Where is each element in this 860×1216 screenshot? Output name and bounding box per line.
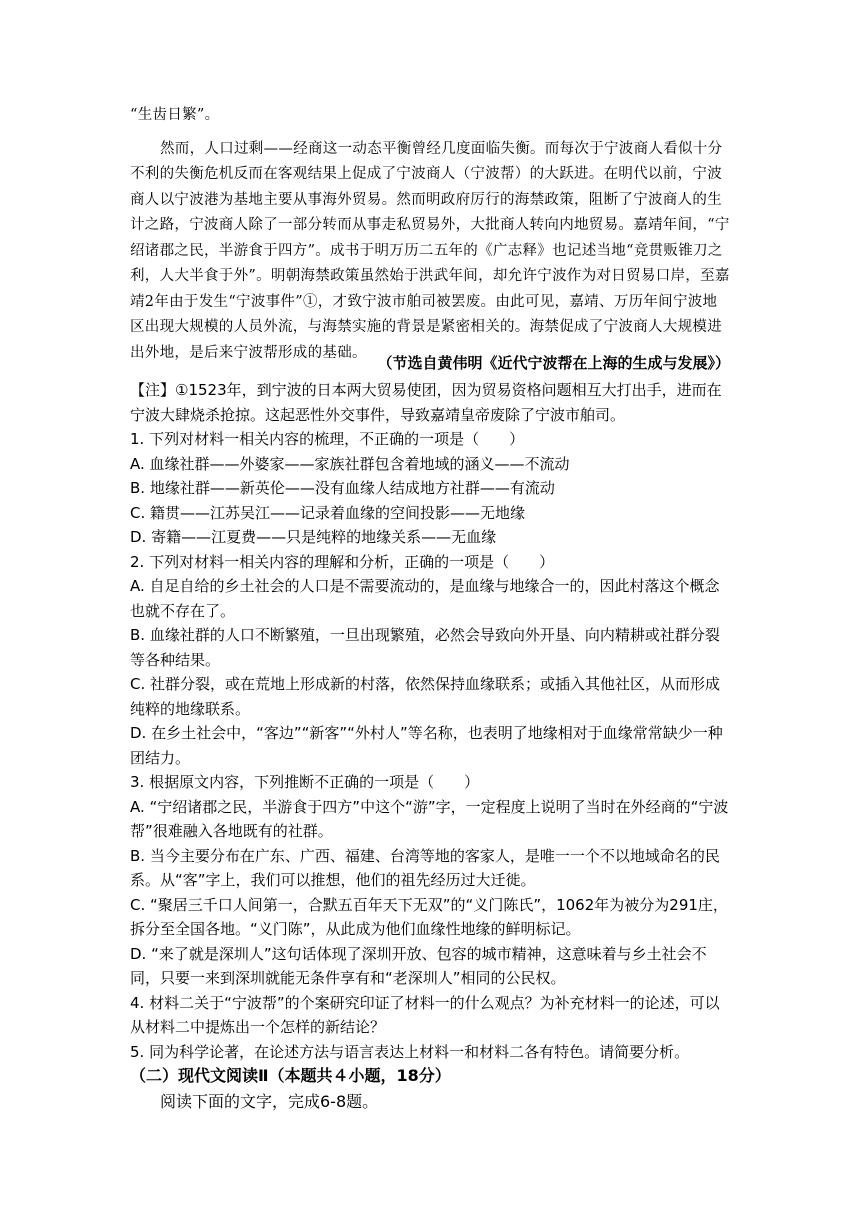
- question-4: [130, 991, 730, 1040]
- option-a: A. “宁绍诸郡之民，半游食于四方”中这个“游”字，一定程度上说明了当时在外经商的“宁波帮”很难融入各地既有的社群。: [130, 797, 729, 840]
- question-stem: 3. 根据原文内容，下列推断不正确的一项是（ ）: [130, 773, 480, 791]
- option-b: B. 地缘社群——新英伦——没有血缘人结成地方社群——有流动: [130, 479, 555, 497]
- question-stem: 2. 下列对材料一相关内容的理解和分析，正确的一项是（ ）: [130, 552, 555, 571]
- option-b: B. 当今主要分布在广东、广西、福建、台湾等地的客家人，是唯一一个不以地域命名的民系。从“客”字上，我们可以推想，他们的祖先经历过大迁徙。: [130, 846, 720, 889]
- option-d: D. “来了就是深圳人”这句话体现了深圳开放、包容的城市精神，这意味着与乡土社会不同，只要一来到深圳就能无条件享有和“老深圳人”相同的公民权。: [130, 944, 707, 987]
- option-d: D. 在乡土社会中，“客边”“新客”“外村人”等名称，也表明了地缘相对于血缘常常缺少一种团结力。: [130, 724, 723, 767]
- questions-area: [130, 378, 730, 1064]
- passage-text: [130, 103, 730, 366]
- question-1: [130, 427, 730, 550]
- option-b: B. 血缘社群的人口不断繁殖，一旦出现繁殖，必然会导致向外开垦、向内精耕或社群分裂等各种结果。: [130, 626, 720, 669]
- question-5: [130, 1040, 730, 1065]
- section-instruction: 阅读下面的文字，完成6-8题。: [160, 1092, 379, 1111]
- option-c: C. 社群分裂，或在荒地上形成新的村落，依然保持血缘联系；或插入其他社区，从而形成纯粹的地缘联系。: [130, 675, 721, 718]
- question-stem: 4. 材料二关于“宁波帮”的个案研究印证了材料一的什么观点？为补充材料一的论述，可以从材料二中提炼出一个怎样的新结论？: [130, 993, 720, 1036]
- question-stem: 5. 同为科学论著，在论述方法与语言表达上材料一和材料二各有特色。请简要分析。: [130, 1042, 690, 1061]
- passage-paragraph: 然而，人口过剩——经商这一动态平衡曾经几度面临失衡。而每次于宁波商人看似十分不利的失衡危机反而在客观结果上促成了宁波商人（宁波帮）的大跃进。在明代以前，宁波商人以宁波港为基地主要从事海外贸易。然而明政府厉行的海禁政策，阻断了宁波商人的生计之路，宁波商人除了一部分转而从事走私贸易外，大批商人转向内地贸易。嘉靖年间，“宁绍诸郡之民，半游食于四方”。成书于明万历二五年的《广志释》也记述当地“竞贯贩锥刀之利，人大半食于外”。明朝海禁政策虽然始于洪武年间，却允许宁波作为对日贸易口岸，至嘉靖2年由于发生“宁波事件”①，才致宁波市舶司被罢废。由此可见，嘉靖、万历年间宁波地区出现大规模的人员外流，与海禁实施的背景是紧密相关的。海禁促成了宁波商人大规模进出外地，是后来宁波帮形成的基础。: [130, 140, 730, 361]
- section-heading: （二）现代文阅读Ⅱ（本题共４小题，18分）: [130, 1066, 451, 1085]
- opening-line: “生齿日繁”。: [130, 107, 220, 123]
- footnote: 【注】①1523年，到宁波的日本两大贸易使团，因为贸易资格问题相互大打出手，进而在宁波大肆烧杀抢掠。这起恶性外交事件，导致嘉靖皇帝废除了宁波市舶司。: [130, 381, 722, 424]
- option-c: C. “聚居三千口人间第一，合默五百年天下无双”的“义门陈氏”，1062年为被分为291庄，拆分至全国各地。“义门陈”，从此成为他们血缘性地缘的鲜明标记。: [130, 895, 728, 938]
- question-stem: 1. 下列对材料一相关内容的梳理，不正确的一项是（ ）: [130, 430, 525, 448]
- option-a: A. 血缘社群——外婆家——家族社群包含着地域的涵义——不流动: [130, 454, 570, 473]
- question-3: [130, 770, 730, 991]
- option-c: C. 籍贯——江苏吴江——记录着血缘的空间投影——无地缘: [130, 503, 526, 522]
- option-a: A. 自足自给的乡土社会的人口是不需要流动的，是血缘与地缘合一的，因此村落这个概念也就不存在了。: [130, 577, 720, 620]
- question-2: [130, 550, 730, 771]
- option-d: D. 寄籍——江夏费——只是纯粹的地缘关系——无血缘: [130, 528, 497, 546]
- source-citation: （节选自黄伟明《近代宁波帮在上海的生成与发展》）: [377, 354, 730, 372]
